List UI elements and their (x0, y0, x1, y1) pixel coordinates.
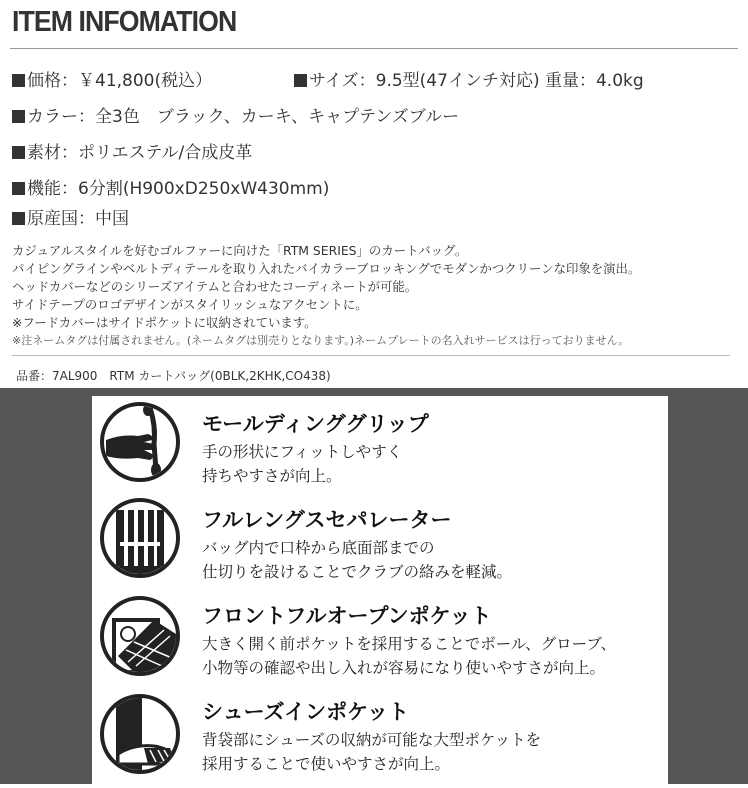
spec-color (12, 102, 459, 127)
bullet-square-icon (12, 182, 25, 195)
feature-text-line: 小物等の確認や出し入れが容易になり使いやすさが向上。 (202, 659, 606, 677)
shoe-pocket-icon (100, 694, 180, 774)
feature-item (92, 688, 668, 788)
feature-item (92, 400, 668, 500)
feature-item (92, 496, 668, 596)
spec-size (294, 66, 644, 91)
bullet-square-icon (12, 110, 25, 123)
description-line: サイドテープのロゴデザインがスタイリッシュなアクセントに。 (12, 297, 368, 312)
feature-item (92, 592, 668, 692)
feature-title: フルレングスセパレーター (202, 508, 452, 532)
bullet-square-icon (12, 146, 25, 159)
feature-text (202, 440, 402, 488)
feature-text-line: バッグ内で口枠から底面部までの (202, 539, 435, 557)
feature-title: モールディンググリップ (202, 412, 429, 436)
feature-title: シューズインポケット (202, 700, 410, 724)
grip-hand-icon (100, 402, 180, 482)
spec-size-text: サイズ：9.5型(47インチ対応) 重量：4.0kg (309, 71, 644, 91)
separator-icon (100, 498, 180, 578)
spec-function (12, 174, 329, 199)
description-line: ヘッドカバーなどのシリーズアイテムと合わせたコーディネートが可能。 (12, 279, 418, 294)
spec-origin-text: 原産国：中国 (27, 209, 129, 229)
spec-price-text: 価格：￥41,800(税込） (27, 71, 213, 91)
feature-panel (92, 396, 668, 784)
feature-text (202, 632, 616, 680)
spec-origin (12, 204, 129, 229)
spec-function-text: 機能：6分割(H900xD250xW430mm) (27, 179, 330, 199)
feature-text-line: 採用することで使いやすさが向上。 (202, 755, 451, 773)
description (12, 242, 742, 350)
feature-text (202, 536, 512, 584)
spec-material (12, 138, 252, 163)
description-note: ※注ネームタグは付属されません。(ネームタグは別売りとなります。)ネームプレートの名入れサービスは行っておりません。 (12, 334, 630, 347)
page-title: ITEM INFOMATION (12, 6, 237, 38)
spec-material-text: 素材：ポリエステル/合成皮革 (27, 143, 253, 163)
spec-price (12, 66, 212, 91)
description-line: カジュアルスタイルを好むゴルファーに向けた「RTM SERIES」のカートバッグ。 (12, 243, 468, 258)
feature-text (202, 728, 541, 776)
description-line: パイピングラインやベルトディテールを取り入れたバイカラーブロッキングでモダンかつクリーンな印象を演出。 (12, 261, 641, 276)
feature-title: フロントフルオープンポケット (202, 604, 492, 628)
bullet-square-icon (12, 212, 25, 225)
feature-text-line: 持ちやすさが向上。 (202, 467, 342, 485)
bullet-square-icon (12, 74, 25, 87)
product-code: 品番：7AL900 RTM カートバッグ(0BLK,2KHK,CO438) (16, 369, 331, 383)
title-divider (10, 48, 738, 49)
bullet-square-icon (294, 74, 307, 87)
spec-color-text: カラー：全3色 ブラック、カーキ、キャプテンズブルー (27, 107, 460, 127)
feature-text-line: 手の形状にフィットしやすく (202, 443, 403, 461)
description-divider (12, 355, 730, 356)
feature-text-line: 背袋部にシューズの収納が可能な大型ポケットを (202, 731, 542, 749)
feature-text-line: 仕切りを設けることでクラブの絡みを軽減。 (202, 563, 513, 581)
front-pocket-icon (100, 596, 180, 676)
feature-text-line: 大きく開く前ポケットを採用することでボール、グローブ、 (202, 635, 617, 653)
description-note: ※フードカバーはサイドポケットに収納されています。 (12, 315, 317, 330)
